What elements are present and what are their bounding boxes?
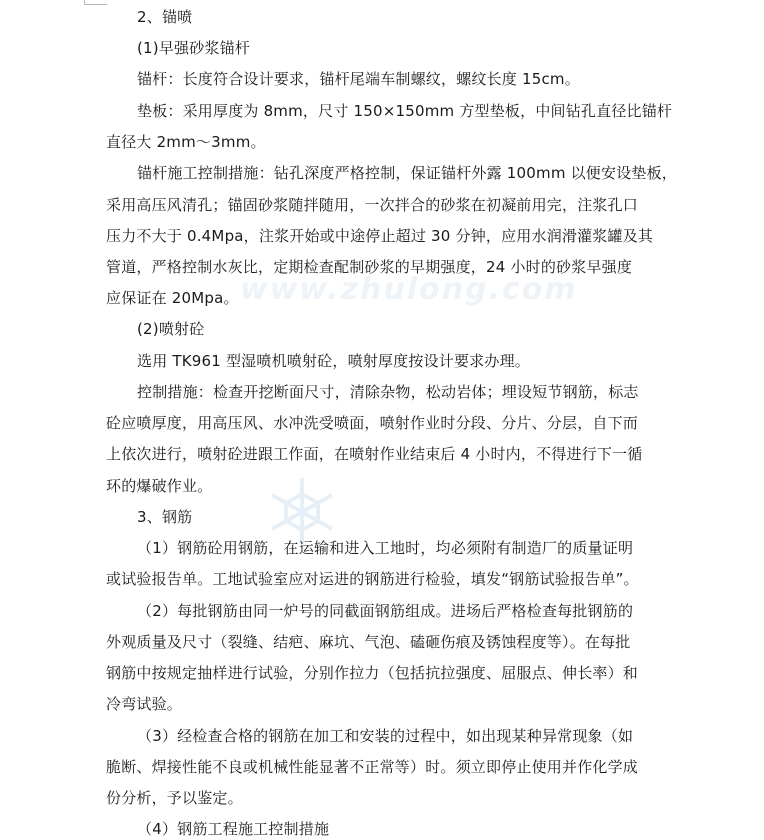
paragraph-line: 压力不大于 0.4Mpa，注浆开始或中途停止超过 30 分钟，应用水润滑灌浆罐及其 <box>106 227 654 245</box>
paragraph-line: 或试验报告单。工地试验室应对运进的钢筋进行检验，填发“钢筋试验报告单”。 <box>106 570 639 588</box>
section-heading-anchor-spray: 2、锚喷 <box>137 8 193 26</box>
paragraph-line: 应保证在 20Mpa。 <box>106 289 239 307</box>
paragraph-line: 管道，严格控制水灰比，定期检查配制砂浆的早期强度，24 小时的砂浆早强度 <box>106 258 633 276</box>
section-heading-rebar: 3、钢筋 <box>137 508 193 526</box>
paragraph-line: 外观质量及尺寸（裂缝、结疤、麻坑、气泡、磕砸伤痕及锈蚀程度等）。在每批 <box>106 633 631 651</box>
paragraph-line: 选用 TK961 型湿喷机喷射砼，喷射厚度按设计要求办理。 <box>137 352 530 370</box>
page-corner-mark <box>84 0 107 5</box>
paragraph-line: 脆断、焊接性能不良或机械性能显著不正常等）时。须立即停止使用并作化学成 <box>106 758 639 776</box>
paragraph-line: （3）经检查合格的钢筋在加工和安装的过程中，如出现某种异常现象（如 <box>137 727 634 745</box>
paragraph-line: 上依次进行，喷射砼进跟工作面，在喷射作业结束后 4 小时内，不得进行下一循 <box>106 445 643 463</box>
paragraph-line: 垫板：采用厚度为 8mm，尺寸 150×150mm 方型垫板，中间钻孔直径比锚杆 <box>137 102 673 120</box>
paragraph-line: （1）钢筋砼用钢筋，在运输和进入工地时，均必须附有制造厂的质量证明 <box>137 539 634 557</box>
subheading-rebar-control: （4）钢筋工程施工控制措施 <box>137 820 330 838</box>
paragraph-line: 砼应喷厚度，用高压风、水冲洗受喷面，喷射作业时分段、分片、分层，自下而 <box>106 414 639 432</box>
paragraph-line: 冷弯试验。 <box>106 695 183 713</box>
paragraph-line: 锚杆：长度符合设计要求，锚杆尾端车制螺纹，螺纹长度 15cm。 <box>137 70 580 88</box>
paragraph-line: 控制措施：检查开挖断面尺寸，清除杂物，松动岩体；埋设短节钢筋，标志 <box>137 383 639 401</box>
paragraph-line: （2）每批钢筋由同一炉号的同截面钢筋组成。进场后严格检查每批钢筋的 <box>137 602 634 620</box>
paragraph-line: 采用高压风清孔；锚固砂浆随拌随用，一次拌合的砂浆在初凝前用完，注浆孔口 <box>106 196 639 214</box>
watermark: www.zhulong.com <box>240 272 578 307</box>
paragraph-line: 直径大 2mm～3mm。 <box>106 133 266 151</box>
paragraph-line: 钢筋中按规定抽样进行试验，分别作拉力（包括抗拉强度、屈服点、伸长率）和 <box>106 664 639 682</box>
paragraph-line: 环的爆破作业。 <box>106 477 213 495</box>
subheading-shotcrete: (2)喷射砼 <box>137 320 205 338</box>
paragraph-line: 份分析，予以鉴定。 <box>106 789 243 807</box>
subheading-mortar-anchor: (1)早强砂浆锚杆 <box>137 39 251 57</box>
paragraph-line: 锚杆施工控制措施：钻孔深度严格控制，保证锚杆外露 100mm 以便安设垫板， <box>137 164 677 182</box>
